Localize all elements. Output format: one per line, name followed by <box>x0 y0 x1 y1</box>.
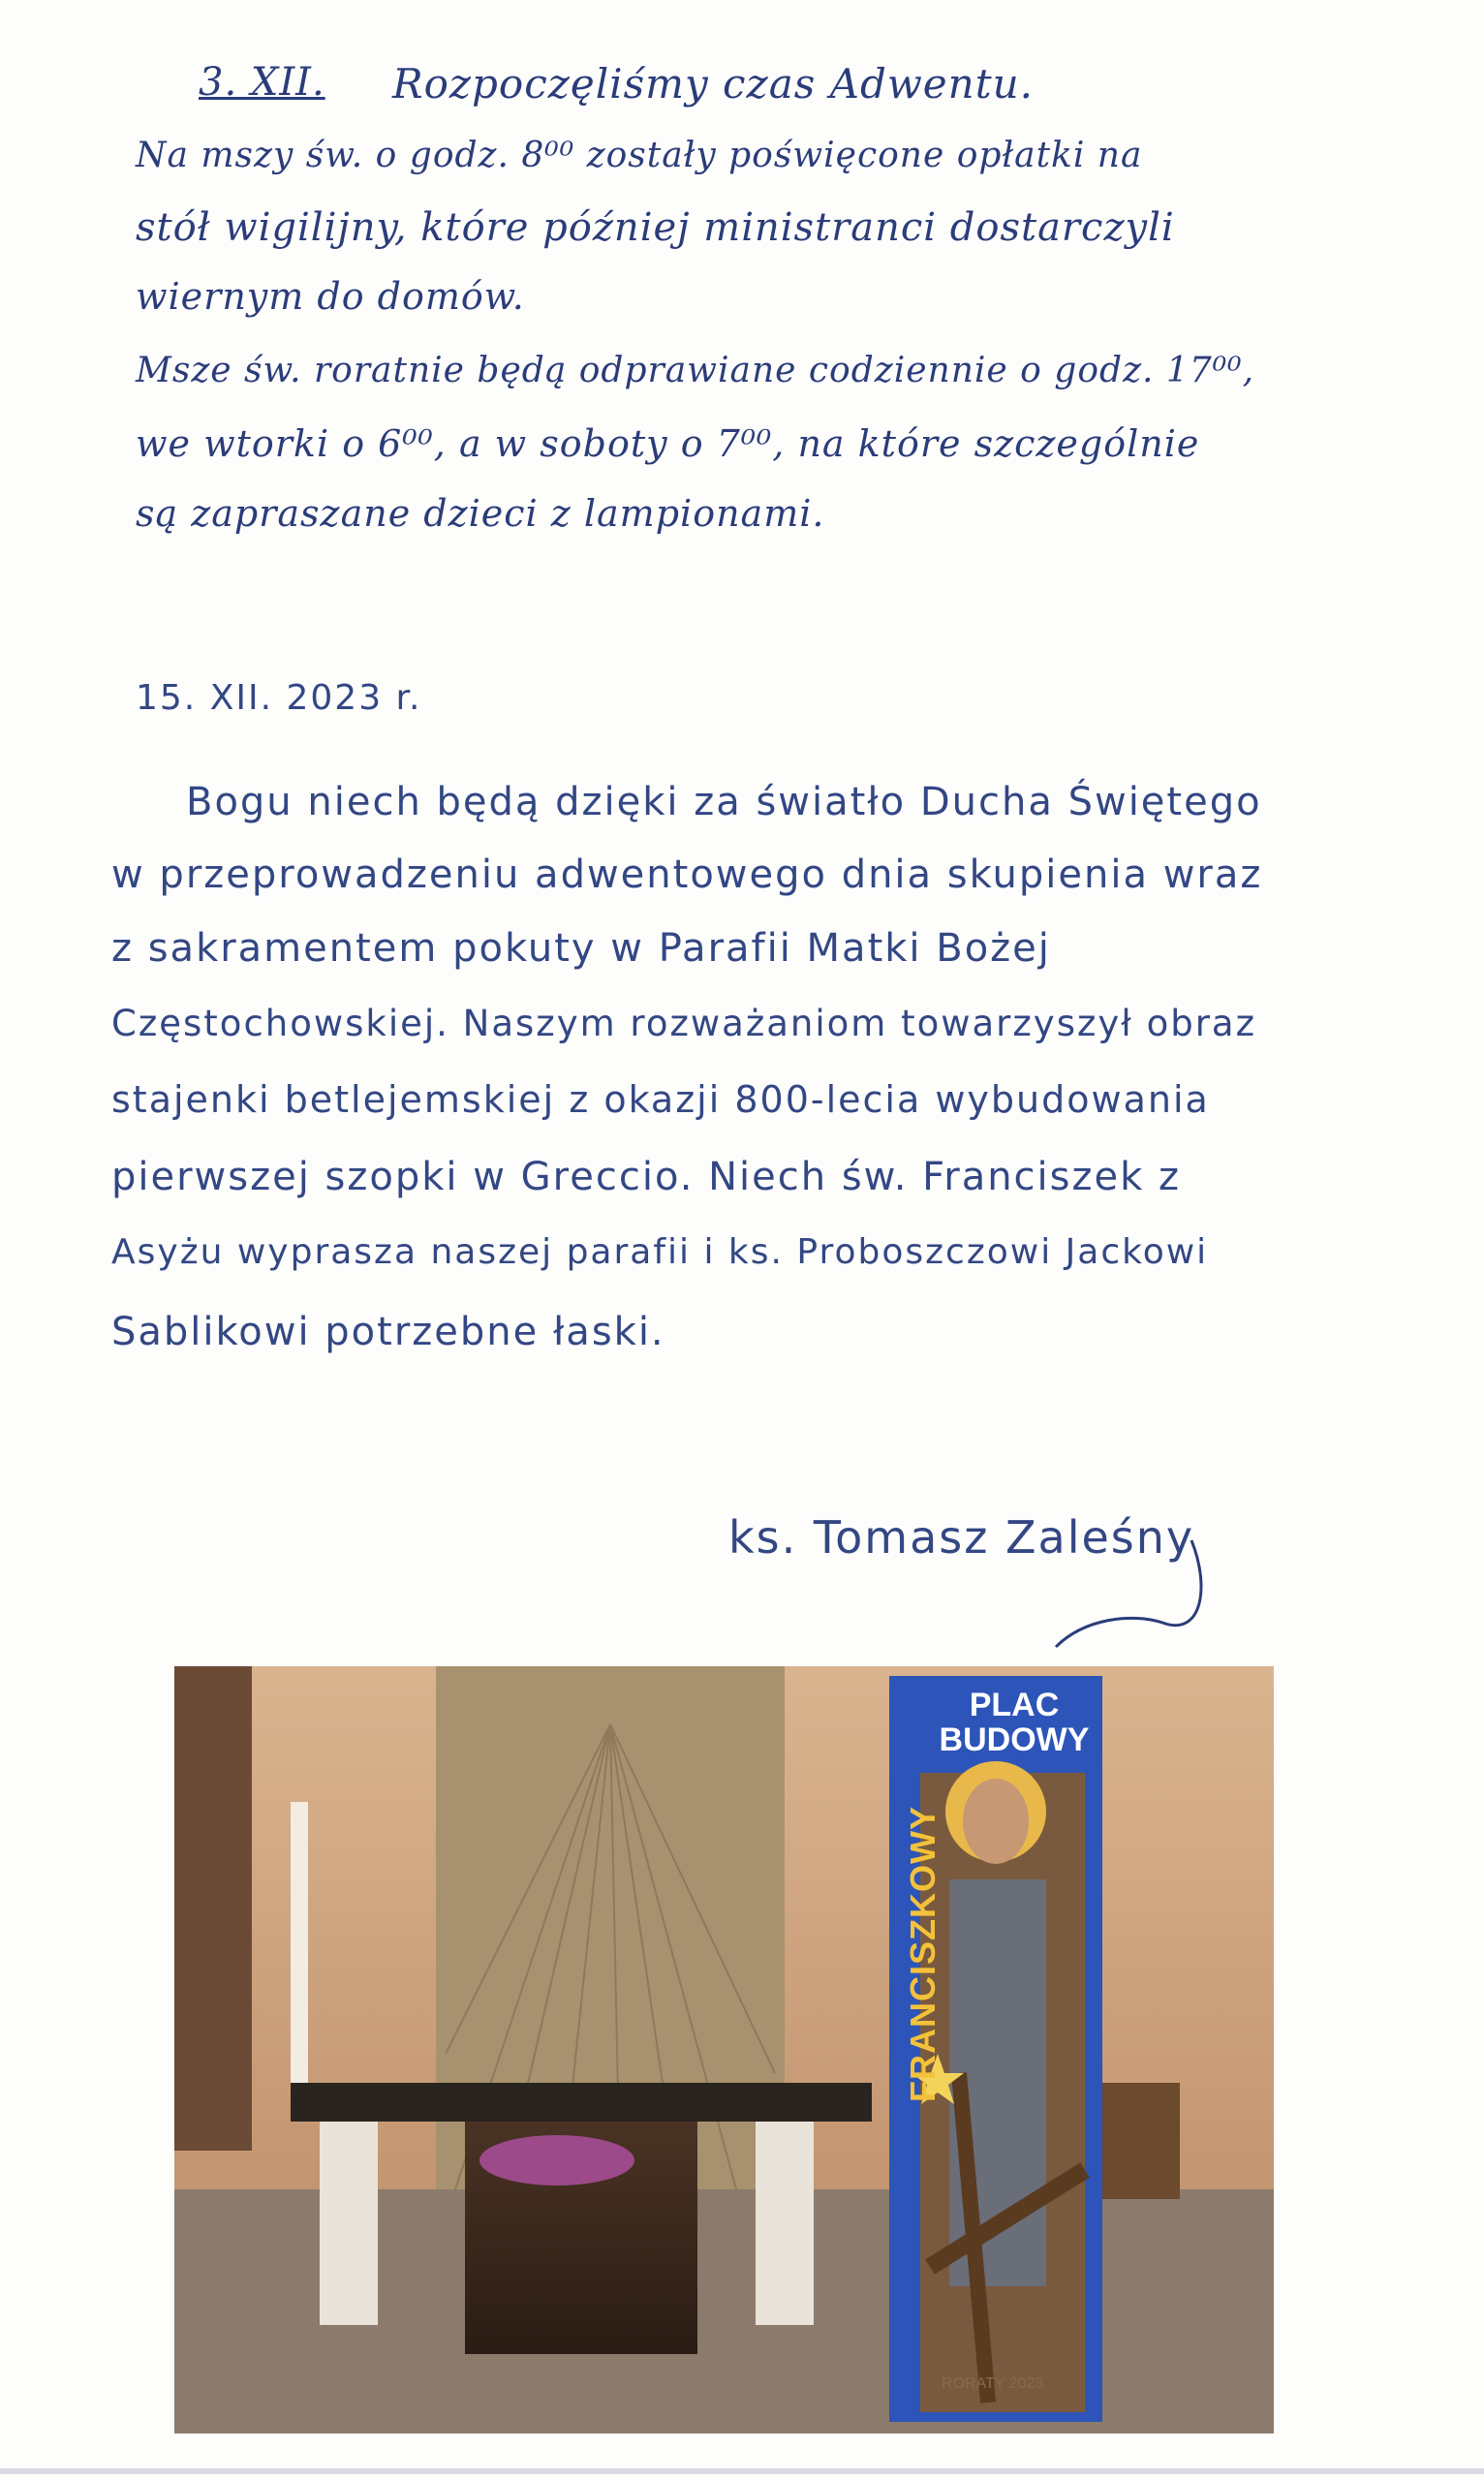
entry2-line-8: Sablikowi potrzebne łaski. <box>111 1310 665 1354</box>
entry2-date: 15. XII. 2023 r. <box>136 678 422 718</box>
entry2-line-6: pierwszej szopki w Greccio. Niech św. Franciszek z <box>111 1155 1181 1199</box>
entry1-line-6: we wtorki o 6⁰⁰, a w soboty o 7⁰⁰, na które szczególnie <box>136 422 1200 465</box>
signature-flourish <box>1046 1531 1221 1657</box>
entry2-line-3: z sakramentem pokuty w Parafii Matki Bożej <box>111 926 1051 971</box>
banner-title: PLAC BUDOWY <box>939 1687 1090 1758</box>
entry1-line-2: Na mszy św. o godz. 8⁰⁰ zostały poświęcone opłatki na <box>136 136 1143 175</box>
banner-footer: RORATY 2023 <box>942 2375 1044 2392</box>
church-interior-image <box>174 1666 1274 2434</box>
entry1-line-3: stół wigilijny, które później ministranci dostarczyli <box>136 205 1175 250</box>
entry2-line-1: Bogu niech będą dzięki za światło Ducha Świętego <box>186 780 1262 824</box>
entry1-date: 3. XII. <box>199 60 325 105</box>
signature: ks. Tomasz Zaleśny <box>728 1511 1195 1564</box>
entry1-line-4: wiernym do domów. <box>136 275 525 318</box>
entry1-line-1: Rozpoczęliśmy czas Adwentu. <box>392 60 1034 108</box>
entry2-line-7: Asyżu wypraszа naszej parafii i ks. Proboszczowi Jackowi <box>111 1232 1209 1272</box>
entry2-line-5: stajenki betlejemskiej z okazji 800-lecia wybudowania <box>111 1078 1210 1121</box>
entry2-line-2: w przeprowadzeniu adwentowego dnia skupienia wraz <box>111 852 1263 897</box>
entry1-line-5: Msze św. roratnie będą odprawiane codziennie o godz. 17⁰⁰, <box>136 351 1255 390</box>
banner-side-text: FRANCISZKOWY <box>903 1806 943 2102</box>
entry1-line-7: są zapraszane dzieci z lampionami. <box>136 492 825 535</box>
entry2-line-4: Częstochowskiej. Naszym rozważaniom towarzyszył obraz <box>111 1003 1256 1044</box>
page-bottom-edge <box>0 2468 1484 2474</box>
church-photo <box>174 1666 1274 2434</box>
